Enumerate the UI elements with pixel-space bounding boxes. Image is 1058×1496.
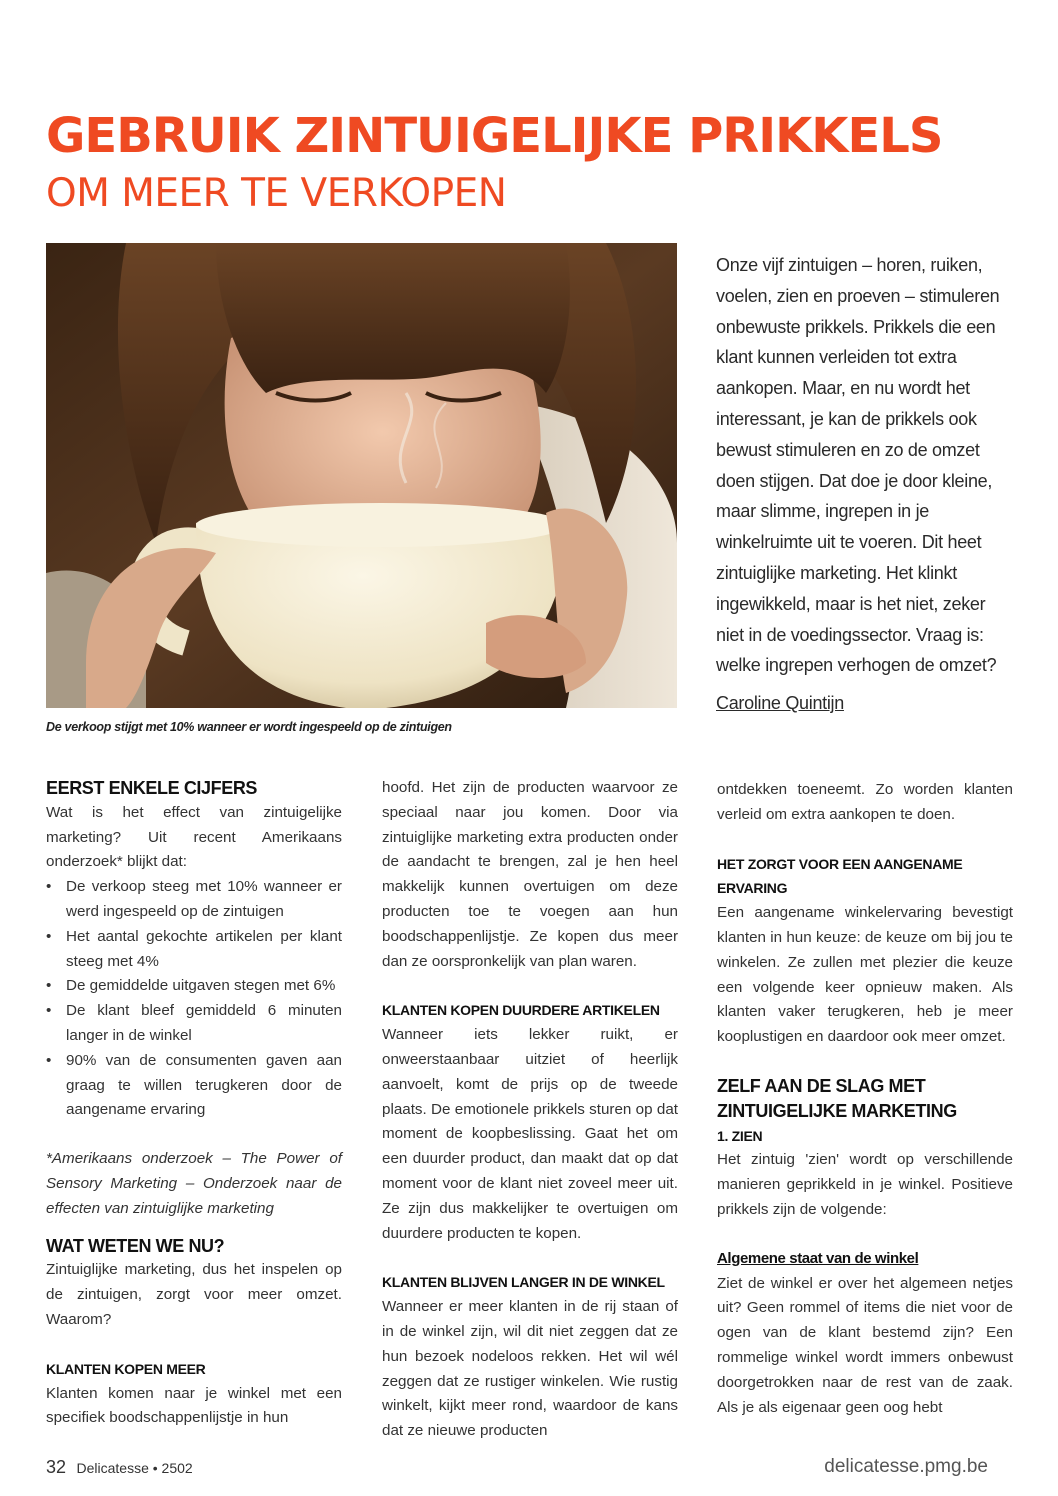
paragraph-langer: Wanneer er meer klanten in de rij staan of in de winkel zijn, wil dit niet zeggen dat ze hun bezoek nodeloos rekken. Het wil wél zeggen dat ze rustiger winkelen. Wie rustig winkelt, kijkt meer rond, waardoor de kans dat ze nieuwe producten: [382, 1298, 678, 1440]
column-2: [382, 776, 678, 1444]
paragraph-algemene-staat: Ziet de winkel er over het algemeen netjes uit? Geen rommel of items die niet voor de ogen van de klant bestemd zijn? Een rommelige winkel wordt immers onbewust doorgetrokken naar de rest van de zaak. Als je als eigenaar geen oog hebt: [717, 1274, 1013, 1416]
paragraph-langer-cont: ontdekken toeneemt. Zo worden klanten verleid om extra aankopen te doen.: [717, 781, 1013, 823]
paragraph-weten: Zintuiglijke marketing, dus het inspelen op de zintuigen, zorgt voor meer omzet. Waarom?: [46, 1261, 342, 1328]
heading-weten: WAT WETEN WE NU?: [46, 1235, 225, 1256]
list-item: • De verkoop steeg met 10% wanneer er werd ingespeeld op de zintuigen: [46, 875, 342, 925]
paragraph-duurder: Wanneer iets lekker ruikt, er onweerstaanbaar uitziet of heerlijk aanvoelt, komt de prijs op de tweede plaats. De emotionele prikkels sturen op dat moment de koopbeslissing. Gaat het om een duurder product, dan maakt dat op dat moment voor de klant niet zoveel meer uit. Ze zijn dus makkelijker te overtuigen om duurdere producten te kopen.: [382, 1026, 678, 1242]
page-number: 32: [46, 1457, 67, 1477]
subheadline: OM MEER TE VERKOPEN: [46, 171, 507, 216]
stats-list: [46, 875, 342, 1123]
list-item: • 90% van de consumenten gaven aan graag te willen terugkeren door de aangename ervaring: [46, 1049, 342, 1123]
heading-zelf-aan-de-slag: ZELF AAN DE SLAG MET ZINTUIGELIJKE MARKETING: [717, 1075, 957, 1121]
website-link[interactable]: delicatesse.pmg.be: [824, 1456, 988, 1477]
paragraph-zien: Het zintuig 'zien' wordt op verschillende manieren geprikkeld in je winkel. Positieve prikkels zijn de volgende:: [717, 1151, 1013, 1218]
headline: GEBRUIK ZINTUIGELIJKE PRIKKELS: [46, 108, 943, 164]
magazine-issue: Delicatesse • 2502: [76, 1460, 193, 1476]
heading-algemene-staat: Algemene staat van de winkel: [717, 1249, 919, 1267]
column-1: [46, 776, 342, 1431]
heading-ervaring: HET ZORGT VOOR EEN AANGENAME ERVARING: [717, 855, 963, 897]
research-note: *Amerikaans onderzoek – The Power of Sensory Marketing – Onderzoek naar de effecten van zintuiglijke marketing: [46, 1150, 342, 1217]
heading-zien: 1. ZIEN: [717, 1127, 763, 1144]
list-item: • De klant bleef gemiddeld 6 minuten langer in de winkel: [46, 999, 342, 1049]
heading-langer: KLANTEN BLIJVEN LANGER IN DE WINKEL: [382, 1274, 665, 1291]
article-photo: [46, 243, 677, 708]
heading-kopen-meer: KLANTEN KOPEN MEER: [46, 1360, 206, 1377]
woman-drinking-coffee-illustration: [46, 243, 677, 708]
list-item: • Het aantal gekochte artikelen per klant steeg met 4%: [46, 925, 342, 975]
footer-page-info: [46, 1457, 193, 1478]
photo-caption: De verkoop stijgt met 10% wanneer er wordt ingespeeld op de zintuigen: [46, 720, 452, 734]
author-name: Caroline Quintijn: [716, 693, 844, 713]
paragraph-kopen-meer: Klanten komen naar je winkel met een specifiek boodschappenlijstje in hun: [46, 1384, 342, 1427]
intro-paragraph: Onze vijf zintuigen – horen, ruiken, voelen, zien en proeven – stimuleren onbewuste prikkels. Prikkels die een klant kunnen verleiden tot extra aankopen. Maar, en nu wordt het interessant, je kan de prikkels ook bewust stimuleren en zo de omzet doen stijgen. Dat doe je door kleine, maar slimme, ingrepen in je winkelruimte uit te voeren. Dit heet zintuiglijke marketing. Het klinkt ingewikkeld, maar is het niet, zeker niet in de voedingssector. Vraag is: welke ingrepen verhogen de omzet?: [716, 255, 1000, 676]
paragraph-cijfers: Wat is het effect van zintuigelijke marketing? Uit recent Amerikaans onderzoek* blijkt dat:: [46, 803, 342, 871]
paragraph-ervaring: Een aangename winkelervaring bevestigt klanten in hun keuze: de keuze om bij jou te winkelen. Ze zullen met plezier die keuze een volgende keer opnieuw maken. Als klanten vaker terugkeren, heb je meer kooplustigen en daardoor ook meer omzet.: [717, 904, 1013, 1046]
column-3: [717, 778, 1013, 1420]
paragraph-kopen-meer-cont: hoofd. Het zijn de producten waarvoor ze speciaal naar jou komen. Door via zintuiglijke marketing extra producten onder de aandacht te brengen, zal je hen heel makkelijk kunnen overtuigen om deze producten toe te voegen aan hun boodschappenlijstje. Ze kopen dus meer dan ze oorspronkelijk van plan waren.: [382, 779, 678, 970]
heading-cijfers: EERST ENKELE CIJFERS: [46, 778, 258, 798]
list-item: • De gemiddelde uitgaven stegen met 6%: [46, 974, 342, 999]
heading-duurder: KLANTEN KOPEN DUURDERE ARTIKELEN: [382, 1002, 660, 1019]
